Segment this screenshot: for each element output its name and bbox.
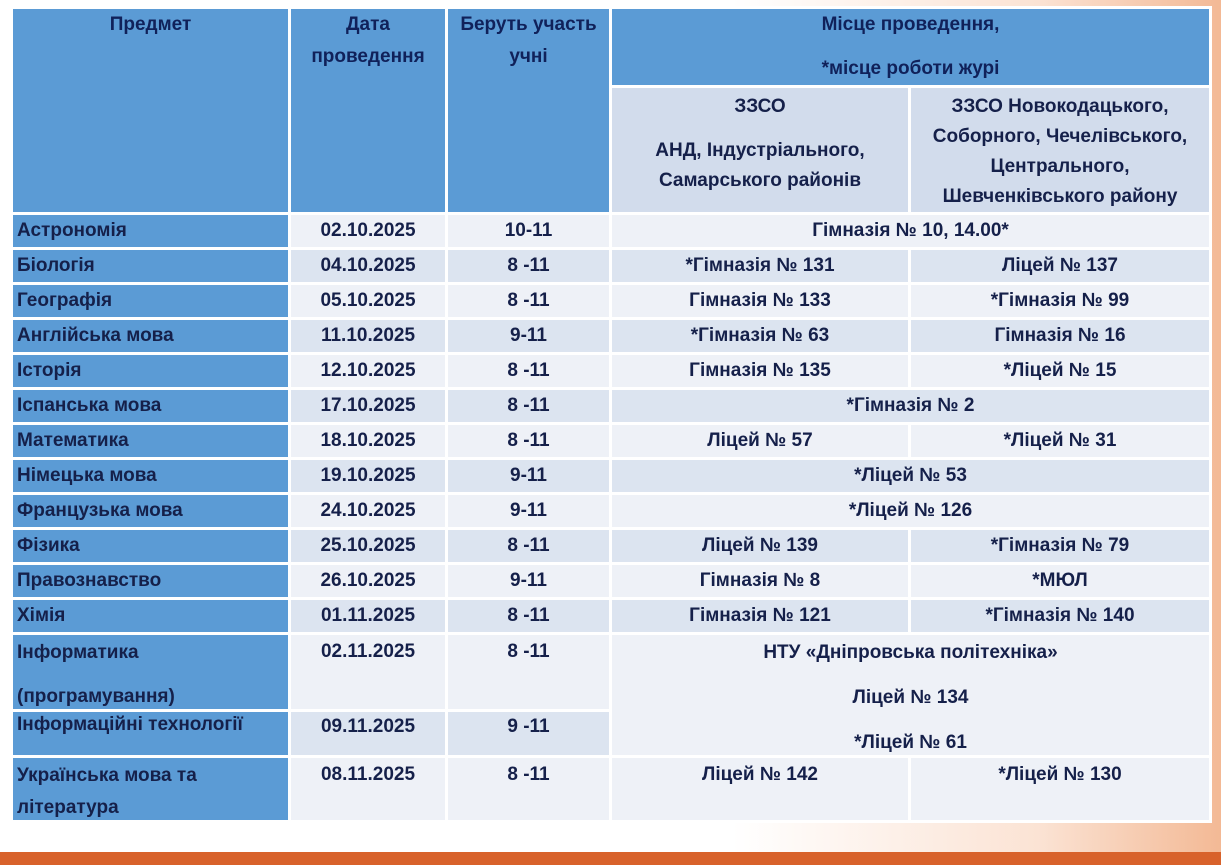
- grades-text: 9-11: [510, 500, 547, 521]
- place-a-text: Гімназія № 133: [689, 290, 831, 311]
- olympiad-schedule-table: [10, 6, 1212, 823]
- subject-text: Інформатика: [17, 642, 139, 663]
- grades-cell: [447, 757, 611, 822]
- subject-cell: [12, 564, 290, 599]
- place-b-cell: [910, 564, 1211, 599]
- header-jury-label: *місце роботи журі: [821, 58, 1000, 79]
- header-students: [447, 8, 611, 214]
- table-row: [12, 249, 1211, 284]
- subject-text: (програмування): [17, 686, 175, 707]
- place-a-cell: [611, 424, 910, 459]
- grades-cell: [447, 564, 611, 599]
- place-a-cell: [611, 529, 910, 564]
- date-cell: [290, 757, 447, 822]
- place-b-text: Ліцей № 137: [1002, 255, 1118, 276]
- grades-cell: [447, 459, 611, 494]
- subject-cell: [12, 634, 290, 711]
- grades-cell: [447, 319, 611, 354]
- header-subject: [12, 8, 290, 214]
- date-text: 25.10.2025: [320, 535, 416, 556]
- subject-text: Іспанська мова: [17, 395, 162, 416]
- place-a-text: Ліцей № 139: [702, 535, 818, 556]
- place-text: *Ліцей № 130: [998, 764, 1122, 785]
- table-row: [12, 319, 1211, 354]
- date-text: 05.10.2025: [320, 290, 416, 311]
- date-text: 17.10.2025: [320, 395, 416, 416]
- table-row: [12, 459, 1211, 494]
- group-b-line: Шевченківського району: [942, 186, 1178, 207]
- grades-text: 8 -11: [507, 605, 550, 626]
- place-a-cell: [611, 757, 910, 822]
- date-cell: [290, 599, 447, 634]
- grades-text: 8 -11: [507, 395, 550, 416]
- subject-cell: [12, 599, 290, 634]
- subject-text: література: [17, 797, 119, 818]
- date-cell: [290, 249, 447, 284]
- header-date-label: Дата проведення: [311, 14, 425, 67]
- date-cell: [290, 564, 447, 599]
- place-b-cell: [910, 249, 1211, 284]
- grades-cell: [447, 284, 611, 319]
- grades-cell: [447, 599, 611, 634]
- place-a-cell: [611, 599, 910, 634]
- grades-text: 9-11: [510, 325, 547, 346]
- group-b-line: Центрального,: [990, 156, 1130, 177]
- grades-text: 9-11: [510, 465, 547, 486]
- place-b-cell: [910, 757, 1211, 822]
- subject-text: Французька мова: [17, 500, 183, 521]
- date-cell: [290, 634, 447, 711]
- table-row: [12, 354, 1211, 389]
- grades-text: 8 -11: [507, 290, 550, 311]
- subject-cell: [12, 319, 290, 354]
- header-subject-label: Предмет: [109, 14, 192, 35]
- place-text: *Ліцей № 61: [854, 732, 967, 753]
- place-b-text: *Гімназія № 140: [985, 605, 1135, 626]
- place-merged-cell: [611, 389, 1211, 424]
- place-b-text: *Гімназія № 99: [990, 290, 1130, 311]
- place-a-cell: [611, 354, 910, 389]
- place-a-cell: [611, 284, 910, 319]
- place-b-cell: [910, 424, 1211, 459]
- header-students-label: Беруть участь учні: [460, 14, 597, 67]
- subject-cell: [12, 354, 290, 389]
- grades-text: 9 -11: [507, 716, 550, 737]
- grades-cell: [447, 424, 611, 459]
- place-merged-text: *Гімназія № 2: [846, 395, 975, 416]
- header-place-label: Місце проведення,: [821, 14, 1000, 35]
- subject-cell: [12, 249, 290, 284]
- place-text: Ліцей № 142: [702, 764, 818, 785]
- grades-cell: [447, 214, 611, 249]
- place-b-cell: [910, 529, 1211, 564]
- grades-cell: [447, 634, 611, 711]
- subject-text: Німецька мова: [17, 465, 157, 486]
- place-a-text: Ліцей № 57: [707, 430, 813, 451]
- subject-text: Історія: [17, 360, 82, 381]
- subject-cell: [12, 424, 290, 459]
- subject-text: Біологія: [17, 255, 95, 276]
- grades-text: 8 -11: [507, 641, 550, 662]
- date-cell: [290, 494, 447, 529]
- date-cell: [290, 284, 447, 319]
- subject-text: Правознавство: [17, 570, 162, 591]
- place-b-cell: [910, 599, 1211, 634]
- grades-text: 8 -11: [507, 535, 550, 556]
- date-text: 11.10.2025: [320, 325, 416, 346]
- grades-cell: [447, 529, 611, 564]
- table-row: [12, 529, 1211, 564]
- date-text: 19.10.2025: [320, 465, 416, 486]
- grades-cell: [447, 494, 611, 529]
- date-cell: [290, 214, 447, 249]
- group-b-line: Соборного, Чечелівського,: [932, 126, 1188, 147]
- date-cell: [290, 354, 447, 389]
- date-cell: [290, 711, 447, 757]
- group-a-line: АНД, Індустріального,: [655, 140, 865, 161]
- place-merged-text: Гімназія № 10, 14.00*: [812, 220, 1009, 241]
- grades-text: 8 -11: [507, 360, 550, 381]
- place-merged-text: *Ліцей № 53: [854, 465, 967, 486]
- place-a-text: Гімназія № 121: [689, 605, 831, 626]
- date-text: 12.10.2025: [320, 360, 416, 381]
- date-text: 26.10.2025: [320, 570, 416, 591]
- subject-cell: [12, 284, 290, 319]
- place-b-text: *Ліцей № 31: [1003, 430, 1117, 451]
- header-group-a: [611, 87, 910, 214]
- table-row: [12, 494, 1211, 529]
- subject-cell: [12, 214, 290, 249]
- date-text: 18.10.2025: [320, 430, 416, 451]
- subject-text: Фізика: [17, 535, 80, 556]
- subject-text: Українська мова та: [17, 765, 197, 786]
- date-cell: [290, 319, 447, 354]
- group-a-line: ЗЗСО: [734, 96, 786, 117]
- place-text: НТУ «Дніпровська політехніка»: [763, 642, 1058, 663]
- subject-text: Математика: [17, 430, 129, 451]
- place-b-text: *Гімназія № 79: [990, 535, 1130, 556]
- grades-cell: [447, 354, 611, 389]
- place-b-cell: [910, 319, 1211, 354]
- place-a-text: Гімназія № 8: [699, 570, 821, 591]
- grades-cell: [447, 249, 611, 284]
- place-a-cell: [611, 249, 910, 284]
- subject-text: Астрономія: [17, 220, 127, 241]
- date-cell: [290, 459, 447, 494]
- date-text: 08.11.2025: [320, 764, 416, 785]
- group-a-line: Самарського районів: [658, 170, 862, 191]
- subject-cell: [12, 459, 290, 494]
- table-row: [12, 424, 1211, 459]
- place-a-text: *Гімназія № 131: [685, 255, 835, 276]
- subject-cell: [12, 529, 290, 564]
- header-group-b: [910, 87, 1211, 214]
- place-b-text: *МЮЛ: [1032, 570, 1088, 591]
- place-merged-cell: [611, 214, 1211, 249]
- grades-text: 10-11: [504, 220, 553, 241]
- place-a-cell: [611, 319, 910, 354]
- subject-text: Географія: [17, 290, 113, 311]
- header-date: [290, 8, 447, 214]
- place-b-text: Гімназія № 16: [994, 325, 1126, 346]
- grades-text: 9-11: [510, 570, 547, 591]
- grades-text: 8 -11: [507, 764, 550, 785]
- place-merged-cell: [611, 459, 1211, 494]
- table-row: [12, 214, 1211, 249]
- table-row: [12, 599, 1211, 634]
- place-a-cell: [611, 564, 910, 599]
- subject-cell: [12, 757, 290, 822]
- place-b-cell: [910, 284, 1211, 319]
- place-merged-text: *Ліцей № 126: [848, 500, 973, 521]
- place-b-cell: [910, 354, 1211, 389]
- grades-cell: [447, 389, 611, 424]
- group-b-line: ЗЗСО Новокодацького,: [951, 96, 1169, 117]
- table-row: [12, 564, 1211, 599]
- date-text: 09.11.2025: [320, 716, 416, 737]
- subject-cell: [12, 494, 290, 529]
- place-b-text: *Ліцей № 15: [1003, 360, 1117, 381]
- grades-text: 8 -11: [507, 430, 550, 451]
- date-text: 24.10.2025: [320, 500, 416, 521]
- subject-text: Інформаційні технології: [17, 714, 243, 735]
- date-text: 04.10.2025: [320, 255, 416, 276]
- grades-text: 8 -11: [507, 255, 550, 276]
- grades-cell: [447, 711, 611, 757]
- date-text: 01.11.2025: [320, 605, 416, 626]
- date-text: 02.10.2025: [320, 220, 416, 241]
- subject-text: Англійська мова: [17, 325, 174, 346]
- date-cell: [290, 389, 447, 424]
- subject-text: Хімія: [17, 605, 66, 626]
- date-cell: [290, 529, 447, 564]
- subject-cell: [12, 389, 290, 424]
- place-merged-cell: [611, 494, 1211, 529]
- place-text: Ліцей № 134: [852, 687, 969, 708]
- place-merged-cell: [611, 634, 1211, 757]
- table-row: [12, 389, 1211, 424]
- date-cell: [290, 424, 447, 459]
- footer-accent-bar: [0, 852, 1221, 865]
- table-row: [12, 284, 1211, 319]
- place-a-text: Гімназія № 135: [689, 360, 831, 381]
- header-place: [611, 8, 1211, 87]
- subject-cell: [12, 711, 290, 757]
- date-text: 02.11.2025: [320, 641, 416, 662]
- place-a-text: *Гімназія № 63: [690, 325, 830, 346]
